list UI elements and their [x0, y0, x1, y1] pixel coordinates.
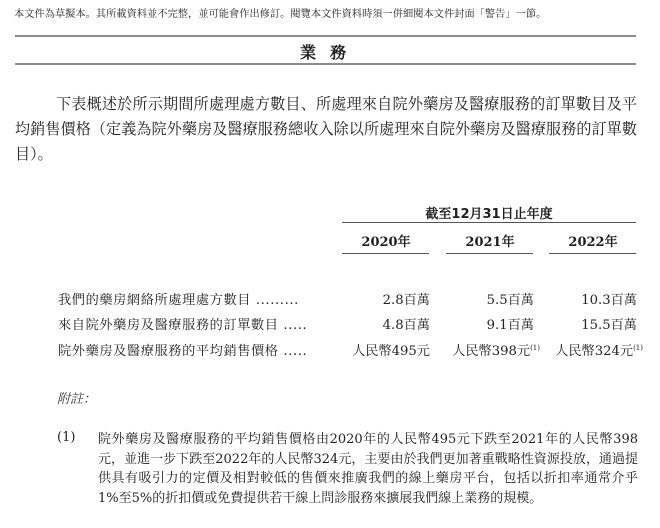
- cell-value: 人民幣398元: [452, 344, 531, 359]
- cell-2022: 15.5百萬: [581, 318, 637, 333]
- cell-2020: 2.8百萬: [382, 293, 430, 308]
- footnote-text: 院外藥房及醫療服務的平均銷售價格由2020年的人民幣495元下跌至2021年的人民幣398元，並進一步下跌至2022年的人民幣324元，主要由於我們更加著重戰略性資源投放，通過提供具有吸引力的定價及相對較低的售價來推廣我們的線上藥房平台，包括以折扣率通常介乎1%至5%的折扣價或免費提供若干線上問診服務來擴展我們線上業務的規模。: [98, 432, 638, 506]
- period-header-rule: [342, 222, 636, 223]
- column-rule-2022: [549, 253, 636, 254]
- cell-2021: 9.1百萬: [486, 318, 534, 333]
- column-rule-2021: [446, 253, 533, 254]
- cell-value: 人民幣324元: [555, 344, 634, 359]
- row-label-prescriptions: 我們的藥房網絡所處理處方數目 .........: [58, 293, 299, 308]
- cell-2021: [434, 340, 540, 359]
- cell-value: 人民幣495元: [352, 344, 430, 359]
- cell-2022: 10.3百萬: [581, 293, 637, 308]
- intro-paragraph: 下表概述於所示期間所處理處方數目、所處理來自院外藥房及醫療服務的訂單數目及平均銷售價格（定義為院外藥房及醫療服務總收入除以所處理來自院外藥房及醫療服務的訂單數目）。: [15, 95, 637, 163]
- title-rule-top: [15, 35, 636, 37]
- section-title: 業務: [299, 43, 360, 62]
- cell-2021: 5.5百萬: [486, 293, 534, 308]
- title-rule-bottom: [15, 63, 636, 65]
- period-header: 截至12月31日止年度: [425, 207, 553, 222]
- notes-title: 附註：: [57, 392, 97, 407]
- cell-2022: [537, 340, 643, 359]
- column-rule-2020: [342, 253, 429, 254]
- column-header-2022: 2022年: [568, 235, 618, 250]
- column-header-2020: 2020年: [361, 235, 411, 250]
- footnote-ref: (1): [530, 344, 540, 352]
- cell-2020: [330, 340, 430, 359]
- cell-2020: 4.8百萬: [382, 318, 430, 333]
- row-label-average-selling-price: 院外藥房及醫療服務的平均銷售價格 .....: [58, 344, 308, 359]
- column-header-2021: 2021年: [465, 235, 515, 250]
- footnote-ref: (1): [633, 344, 643, 352]
- row-label-orders: 來自院外藥房及醫療服務的訂單數目 .....: [58, 318, 308, 333]
- footnote-marker: (1): [57, 430, 76, 445]
- draft-disclaimer: 本文件為草擬本。其所載資料並不完整，並可能會作出修訂。閱覽本文件資料時須一併細閱本文件封面「警告」一節。: [14, 9, 547, 20]
